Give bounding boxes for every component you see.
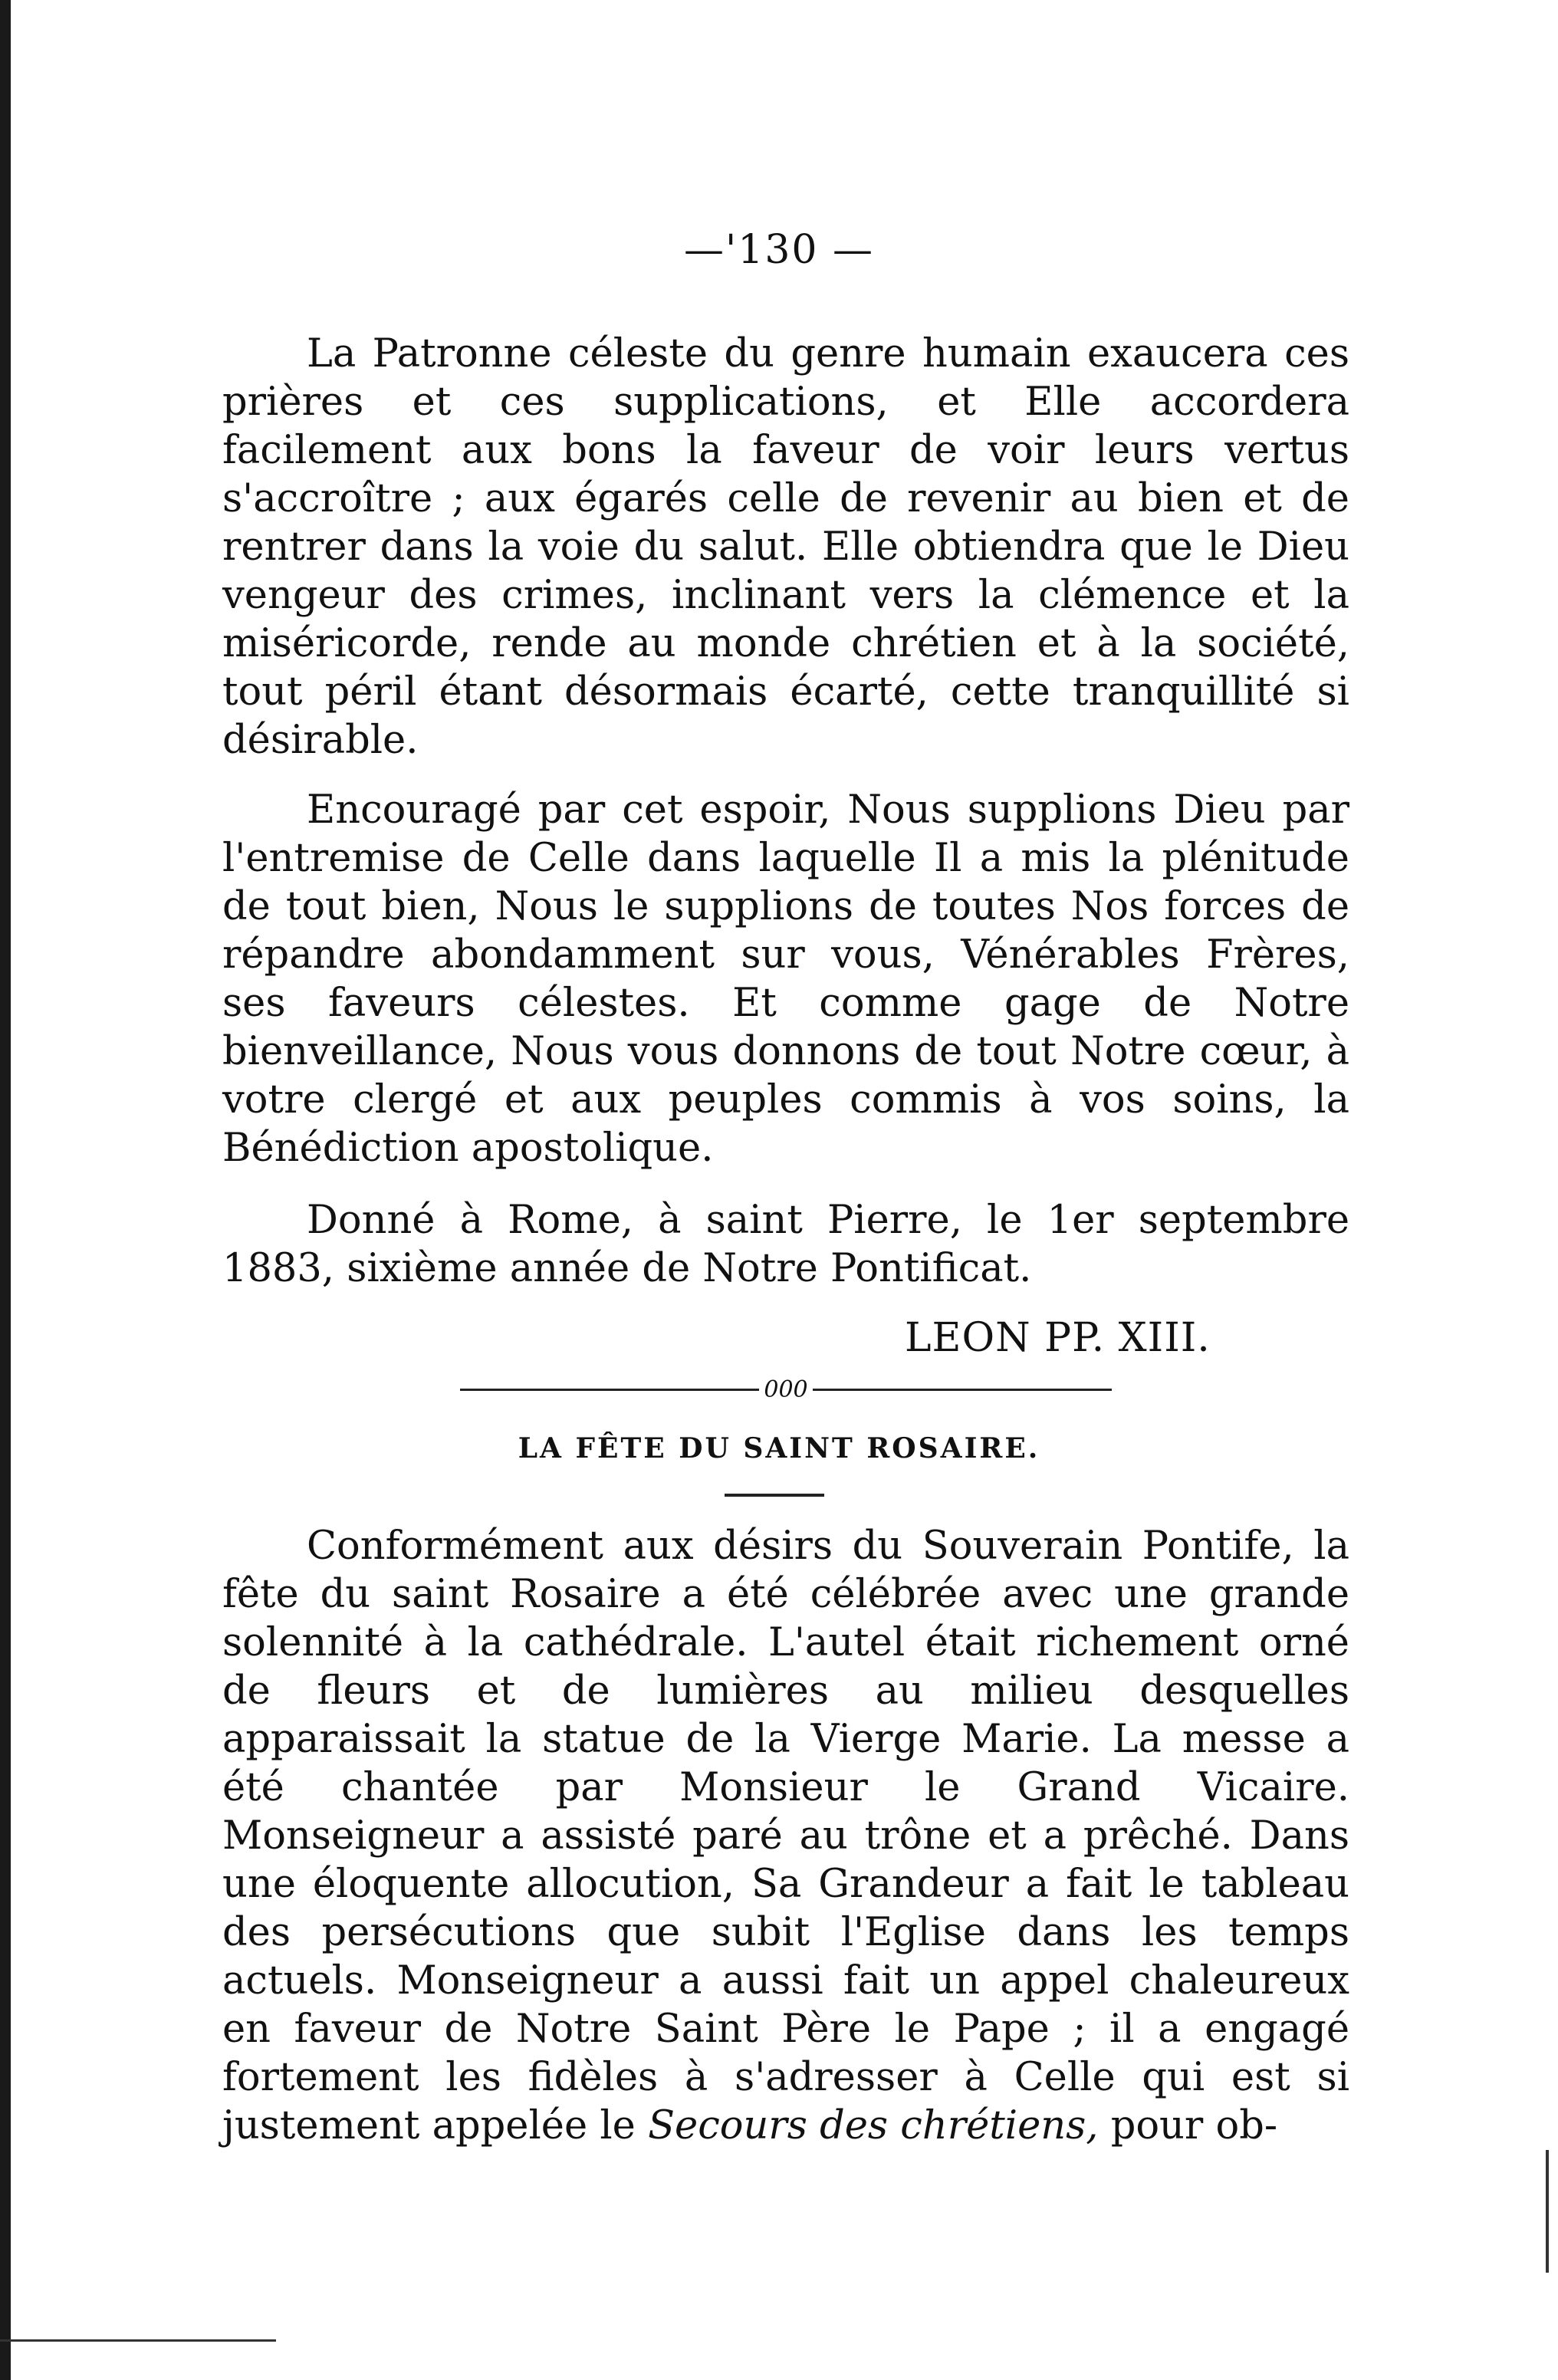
section-title: LA FÊTE DU SAINT ROSAIRE. <box>518 1432 1040 1464</box>
paragraph-3: Donné à Rome, à saint Pierre, le 1er septembre 1883, sixième année de Notre Pontificat. <box>222 1198 1349 1291</box>
ornament-divider <box>460 1374 1112 1405</box>
ornament-mark: 000 <box>764 1376 808 1403</box>
signature: LEON PP. XIII. <box>905 1315 1211 1361</box>
section-paragraph <box>222 1522 1349 2150</box>
paragraph-1: La Patronne céleste du genre humain exaucera ces prières et ces supplications, et Elle accordera facilement aux bons la faveur de voir leurs vertus s'accroître ; aux égarés celle de revenir au bien et de rentrer dans la voie du salut. Elle obtiendra que le Dieu vengeur des crimes, inclinant vers la clémence et la miséricorde, rende au monde chrétien et à la société, tout péril étant désormais écarté, cette tranquillité si désirable. <box>222 331 1349 763</box>
section-body-end: pour ob- <box>1098 2103 1278 2148</box>
edge-mark <box>1546 2150 1549 2273</box>
paragraph-2: Encouragé par cet espoir, Nous supplions Dieu par l'entremise de Celle dans laquelle Il a mis la plénitude de tout bien, Nous le supplions de toutes Nos forces de répandre abondamment sur vous, Vénérables Frères, ses faveurs célestes. Et comme gage de Notre bienveillance, Nous vous donnons de tout Notre cœur, à votre clergé et aux peuples commis à vos soins, la Bénédiction apostolique. <box>222 787 1349 1171</box>
page-number: —'130 — <box>683 227 875 273</box>
divider-line <box>460 1389 759 1391</box>
divider-line <box>813 1389 1112 1391</box>
title-underline <box>725 1494 824 1497</box>
section-body-text: Conformément aux désirs du Souverain Pontife, la fête du saint Rosaire a été célébrée avec une grande solennité à la cathédrale. L'autel était richement orné de fleurs et de lumières au milieu desquelles apparaissait la statue de la Vierge Marie. La messe a été chantée par Monsieur le Grand Vicaire. Monseigneur a assisté paré au trône et a prêché. Dans une éloquente allocution, Sa Grandeur a fait le tableau des persécutions que subit l'Eglise dans les temps actuels. Monseigneur a aussi fait un appel chaleureux en faveur de Notre Saint Père le Pape ; il a engagé fortement les fidèles à s'adresser à Celle qui est si justement appelée le <box>222 1524 1349 2148</box>
italic-phrase: Secours des chrétiens, <box>648 2103 1099 2148</box>
binding-edge <box>0 0 11 2380</box>
bottom-rule <box>0 2339 276 2342</box>
